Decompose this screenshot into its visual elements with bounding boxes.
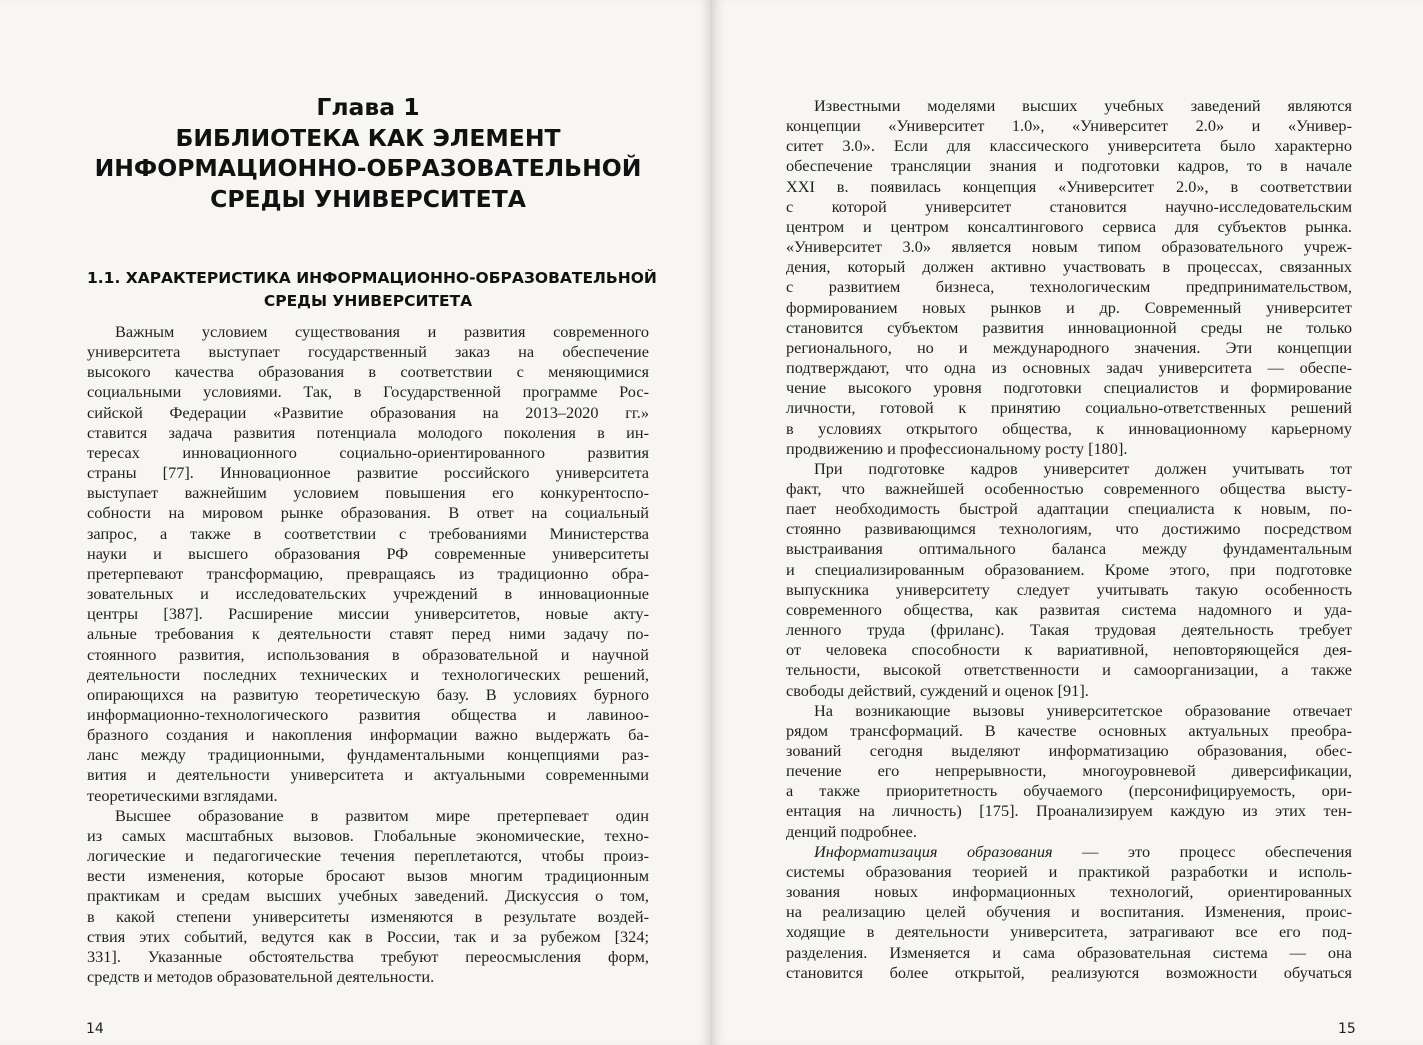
text-line: и специализированным образованием. Кроме этого, при подготовке (786, 559, 1352, 579)
text-line: свободы действий, суждений и оценок [91]. (786, 680, 1089, 700)
text-line: стоянно развивающимся технологиям, что достижимо посредством (786, 519, 1352, 539)
section-heading-line: 1.1. ХАРАКТЕРИСТИКА ИНФОРМАЦИОННО-ОБРАЗОВАТЕЛЬНОЙ (87, 269, 657, 287)
text-line: с развитием бизнеса, технологическим предпринимательством, (786, 277, 1352, 297)
text-line: продвижению и профессиональному росту [180]. (786, 438, 1128, 458)
text-line: Известными моделями высших учебных заведений являются (814, 96, 1352, 115)
chapter-title (87, 92, 649, 214)
text-line: «Университет 3.0» является новым типом образовательного учреж- (786, 237, 1352, 257)
chapter-title-line: БИБЛИОТЕКА КАК ЭЛЕМЕНТ (175, 123, 561, 152)
text-line: вести изменения, которые бросают вызов многим традиционным (87, 866, 649, 886)
text-line: Высшее образование в развитом мире претерпевает один (115, 805, 649, 825)
text-line: ситет 3.0». Если для классического университета было характерно (786, 136, 1352, 156)
text-line: становится субъектом развития инновационной среды не только (786, 317, 1352, 337)
text-line: логические и педагогические течения переплетаются, чтобы произ- (87, 846, 649, 866)
text-line: системы образования теорией и практикой разработки и исполь- (786, 861, 1352, 881)
text-line: личности, готовой к принятию социально-ответственных решений (786, 398, 1352, 418)
chapter-title-line: СРЕДЫ УНИВЕРСИТЕТА (210, 184, 526, 213)
text-line: печение его непрерывности, многоуровневой диверсификации, (786, 761, 1352, 781)
text-line: альные требования к деятельности ставят перед ними задачу по- (87, 624, 649, 644)
left-body-text (87, 322, 649, 987)
page-number-left: 14 (86, 1021, 104, 1037)
text-line: ходящие в деятельности университета, затрагивают все его под- (786, 922, 1352, 942)
text-line: становится более открытой, реализуются возможности обучаться (786, 962, 1352, 982)
paragraph (87, 322, 649, 806)
paragraph (786, 96, 1352, 459)
text-line: зований сегодня выделяют информатизацию образования, обес- (786, 741, 1352, 760)
right-text-column (786, 96, 1352, 983)
text-line: При подготовке кадров университет должен учитывать тот (814, 458, 1352, 478)
paragraph (786, 701, 1352, 842)
text-line: из самых масштабных вызовов. Глобальные экономические, техно- (87, 825, 649, 845)
text-line: в какой степени университеты изменяются в результате воздей- (87, 906, 649, 926)
text-line: страны [77]. Инновационное развитие российского университета (87, 463, 649, 483)
paragraph (87, 806, 649, 987)
chapter-label: Глава 1 (316, 93, 420, 121)
text-line: собности на мировом рынке образования. В ответ на социальный (87, 503, 649, 523)
text-line: факт, что важнейшей особенностью современного общества высту- (786, 478, 1352, 498)
text-line: формированием новых рынков и др. Современный университет (786, 297, 1352, 317)
text-line: подтверждают, что одна из основных задач университета — обеспе- (786, 358, 1352, 378)
text-line: ленного труда (фриланс). Такая трудовая деятельность требует (786, 620, 1352, 640)
text-line (786, 842, 1352, 862)
section-heading (87, 267, 657, 313)
text-line: с которой университет становится научно-исследовательским (786, 196, 1352, 216)
text-line: разделения. Изменяется и сама образовательная система — она (786, 942, 1352, 962)
text-line: тельности, высокой ответственности и самоорганизации, а также (786, 660, 1352, 680)
section-heading-line: СРЕДЫ УНИВЕРСИТЕТА (263, 292, 473, 310)
text-line: дения, который должен активно участвовать в процессах, связанных (786, 257, 1352, 277)
text-line: центры [387]. Расширение миссии университетов, новые акту- (87, 604, 649, 624)
text-line: в условиях открытого общества, к инновационному карьерному (786, 418, 1352, 438)
text-line: от человека способности к вариативной, неповторяющейся дея- (786, 640, 1352, 660)
left-page (0, 0, 711, 1045)
text-line: XXI в. появилась концепция «Университет 2.0», в соответствии (786, 176, 1352, 196)
paragraph (786, 459, 1352, 701)
text-line: Важным условием существования и развития современного (115, 322, 649, 341)
text-line: современного общества, как развитая система надомного и уда- (786, 599, 1352, 619)
text-line: концепции «Университет 1.0», «Университет 2.0» и «Универ- (786, 116, 1352, 136)
text-line: практикам и средам высших учебных заведений. Дискуссия о том, (87, 886, 649, 906)
text-line: теоретическими взглядами. (87, 785, 278, 805)
text-line: денций подробнее. (786, 821, 917, 841)
text-line: ланс между традиционными, фундаментальными концепциями раз- (87, 745, 649, 765)
text-line: зования новых информационных технологий, ориентированных (786, 882, 1352, 902)
paragraph-informatization (786, 842, 1352, 983)
chapter-title-line: ИНФОРМАЦИОННО-ОБРАЗОВАТЕЛЬНОЙ (94, 154, 642, 182)
text-line: обеспечение трансляции знания и подготовки кадров, то в начале (786, 156, 1352, 176)
text-line: стоянного развития, использования в образовательной и научной (87, 644, 649, 664)
left-text-column (87, 92, 657, 987)
text-line: сийской Федерации «Развитие образования на 2013–2020 гг.» (87, 402, 649, 422)
text-line: пает необходимость быстрой адаптации специалиста к новым, по- (786, 499, 1352, 519)
text-line: бразного создания и накопления информации важно выдержать ба- (87, 725, 649, 745)
text-line: науки и высшего образования РФ современные университеты (87, 543, 649, 563)
text-line: претерпевают трансформацию, превращаясь из традиционно обра- (87, 563, 649, 583)
text-line: а также приоритетность обучаемого (персонифицируемость, ори- (786, 781, 1352, 801)
text-line: рядом трансформаций. В качестве основных актуальных преобра- (786, 720, 1352, 740)
text-line: социальными условиями. Так, в Государственной программе Рос- (87, 382, 649, 402)
text-line: деятельности последних технических и технологических решений, (87, 664, 649, 684)
text-line: информационно-технологического развития общества и лавиноо- (87, 704, 649, 724)
page-number-right: 15 (1338, 1021, 1356, 1037)
text-line: регионального, но и международного значения. Эти концепции (786, 337, 1352, 357)
text-line: опирающихся на развитую теоретическую базу. В условиях бурного (87, 684, 649, 704)
defined-term: Информатизация образования (814, 841, 1053, 861)
text-line: вития и деятельности университета и актуальными современными (87, 765, 649, 785)
text-line: ствия этих событий, ведутся как в России, так и за рубежом [324; (87, 926, 649, 946)
term-definition-start: — это процесс обеспечения (1052, 841, 1352, 861)
text-line: на реализацию целей обучения и воспитания. Изменения, проис- (786, 902, 1352, 922)
text-line: запрос, а также в соответствии с требованиями Министерства (87, 523, 649, 543)
right-page (712, 0, 1423, 1045)
text-line: выступает важнейшим условием повышения его конкурентоспо- (87, 483, 649, 503)
term-paragraph-lines (786, 862, 1352, 983)
text-line: университета выступает государственный заказ на обеспечение (87, 342, 649, 362)
text-line: выпускника университету следует учитывать такую особенность (786, 579, 1352, 599)
text-line: На возникающие вызовы университетское образование отвечает (814, 700, 1352, 720)
text-line: ставится задача развития потенциала молодого поколения в ин- (87, 422, 649, 442)
text-line: высокого качества образования в соответствии с меняющимися (87, 362, 649, 382)
right-body-text (786, 96, 1352, 842)
text-line: средств и методов образовательной деятельности. (87, 967, 435, 986)
text-line: 331]. Указанные обстоятельства требуют переосмысления форм, (87, 946, 649, 966)
text-line: центром и центром консалтингового сервиса для субъектов рынка. (786, 216, 1352, 236)
text-line: ентация на личность) [175]. Проанализируем каждую из этих тен- (786, 801, 1352, 821)
text-line: зовательных и исследовательских учреждений в инновационные (87, 584, 649, 604)
text-line: чение высокого уровня подготовки специалистов и формирование (786, 378, 1352, 398)
text-line: выстраивания оптимального баланса между фундаментальным (786, 539, 1352, 559)
text-line: тересах инновационного социально-ориентированного развития (87, 442, 649, 462)
